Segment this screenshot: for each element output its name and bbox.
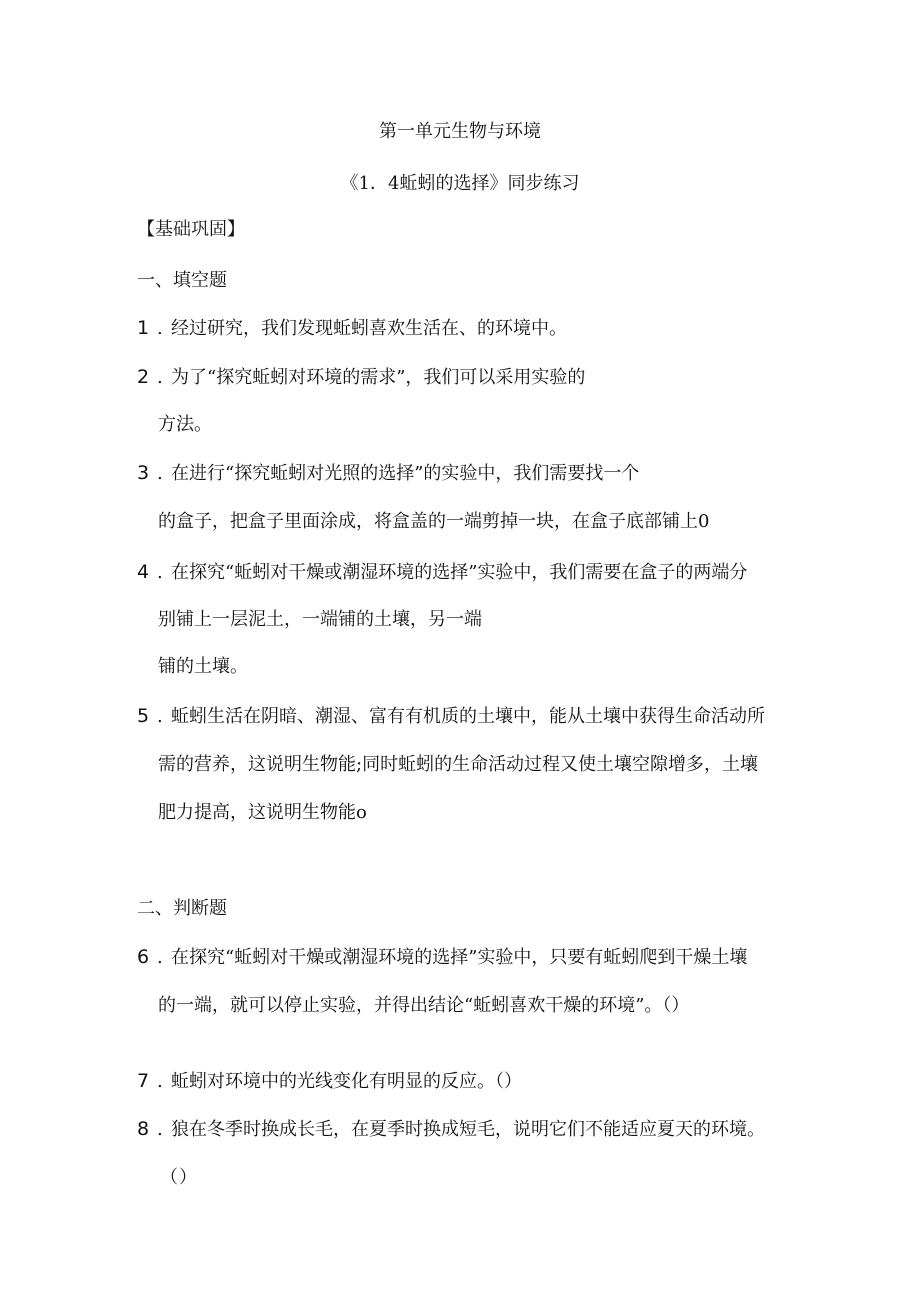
question-number: 4 bbox=[137, 561, 150, 583]
question-number: 5 bbox=[137, 705, 150, 727]
question-text-line-1: 蚯蚓生活在阴暗、潮湿、富有有机质的土壤中，能从土壤中获得生命活动所 bbox=[171, 706, 765, 727]
answer-parentheses: （） bbox=[160, 1167, 198, 1188]
question-dot: . bbox=[157, 947, 163, 968]
question-2-line-2: 方法。 bbox=[158, 414, 212, 435]
section-label: 【基础巩固】 bbox=[137, 219, 245, 240]
question-text: 蚯蚓对环境中的光线变化有明显的反应。（） bbox=[171, 1071, 522, 1092]
unit-title: 第一单元生物与环境 bbox=[379, 121, 541, 142]
question-number: 6 bbox=[137, 946, 150, 968]
question-4 bbox=[137, 560, 747, 585]
question-number: 2 bbox=[137, 366, 150, 388]
question-5 bbox=[137, 704, 765, 729]
question-text-line-1: 为了“探究蚯蚓对环境的需求”，我们可以采用实验的 bbox=[171, 367, 586, 388]
question-text-line-1: 狼在冬季时换成长毛，在夏季时换成短毛，说明它们不能适应夏天的环境。 bbox=[171, 1119, 765, 1140]
question-3 bbox=[137, 461, 639, 486]
question-dot: . bbox=[157, 463, 163, 484]
question-6-line-2: 的一端，就可以停止实验，并得出结论“蚯蚓喜欢干燥的环境”。（） bbox=[158, 995, 690, 1016]
question-6 bbox=[137, 945, 747, 970]
question-7 bbox=[137, 1069, 522, 1094]
question-number: 8 bbox=[137, 1118, 150, 1140]
question-text-line-1: 在进行“探究蚯蚓对光照的选择”的实验中，我们需要找一个 bbox=[171, 463, 640, 484]
question-4-line-2: 别铺上一层泥土，一端铺的土壤，另一端 bbox=[158, 609, 482, 630]
question-dot: . bbox=[157, 1071, 163, 1092]
question-8 bbox=[137, 1117, 765, 1142]
question-dot: . bbox=[157, 367, 163, 388]
question-3-line-2: 的盒子，把盒子里面涂成，将盒盖的一端剪掉一块，在盒子底部铺上0 bbox=[158, 511, 710, 532]
question-text: 经过研究，我们发现蚯蚓喜欢生活在、的环境中。 bbox=[171, 318, 567, 339]
part2-heading: 二、判断题 bbox=[137, 898, 227, 919]
question-text-line-1: 在探究“蚯蚓对干燥或潮湿环境的选择”实验中，只要有蚯蚓爬到干燥土壤 bbox=[171, 947, 748, 968]
question-number: 7 bbox=[137, 1070, 150, 1092]
part1-heading: 一、填空题 bbox=[137, 270, 227, 291]
question-number: 1 bbox=[137, 317, 150, 339]
question-5-line-3: 肥力提高，这说明生物能o bbox=[158, 802, 367, 823]
question-dot: . bbox=[157, 1119, 163, 1140]
question-dot: . bbox=[157, 562, 163, 583]
question-text-line-1: 在探究“蚯蚓对干燥或潮湿环境的选择”实验中，我们需要在盒子的两端分 bbox=[171, 562, 748, 583]
question-dot: . bbox=[157, 318, 163, 339]
question-number: 3 bbox=[137, 462, 150, 484]
question-1 bbox=[137, 316, 567, 341]
lesson-title: 《1．4蚯蚓的选择》同步练习 bbox=[340, 173, 580, 194]
question-2 bbox=[137, 365, 585, 390]
question-dot: . bbox=[157, 706, 163, 727]
question-4-line-3: 铺的土壤。 bbox=[158, 656, 248, 677]
question-5-line-2: 需的营养，这说明生物能;同时蚯蚓的生命活动过程又使土壤空隙增多，土壤 bbox=[158, 754, 759, 775]
